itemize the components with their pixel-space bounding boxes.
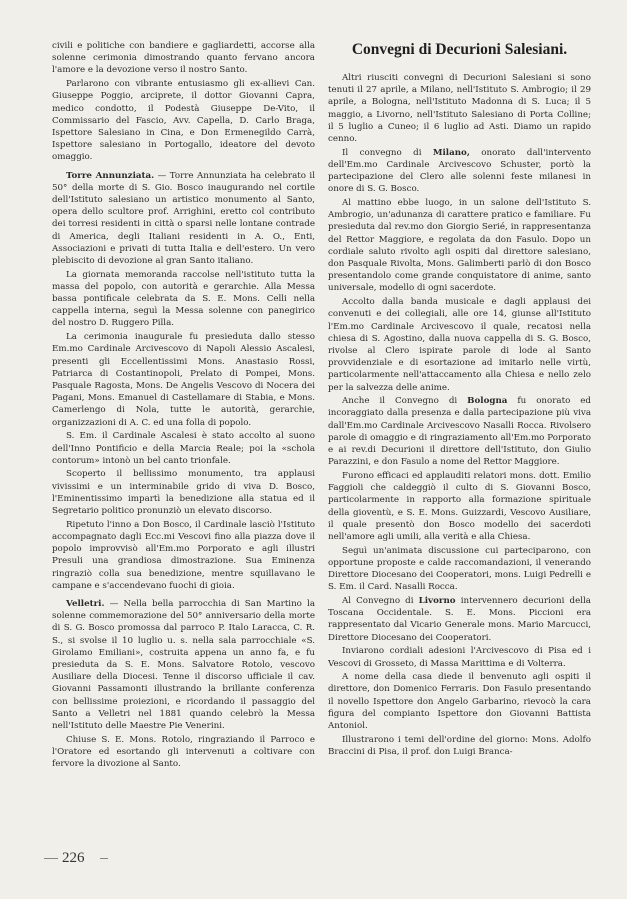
paragraph: Furono efficaci ed applauditi relatori mons. dott. Emilio Faggioli che caldeggiò il culto di S. Giovanni Bosco, particolarmente in rapporto alla formazione spirituale della gioventù, e S. E. Mons. Guizzardi, Vescovo Ausiliare, il quale presentò don Bosco modello dei sacerdoti nell'amore agli umili, alla verità e alla Chiesa. xyxy=(328,471,591,543)
paragraph: Accolto dalla banda musicale e dagli applausi dei convenuti e dei collegiali, alle ore 14, giunse all'Istituto l'Em.mo Cardinale Arcivescovo il quale, recatosi nella chiesa di S. Agostino, dalla nuova cappella di S. G. Bosco, rivolse al Clero ispirate parole di lode al Santo provvidenziale e di esortazione ad imitarlo nelle virtù, particolarmente nell'attaccamento alla Chiesa e nello zelo per la salvezza delle anime. xyxy=(328,297,591,393)
paragraph: Altri riusciti convegni di Decurioni Salesiani si sono tenuti il 27 aprile, a Milano, nell'Istituto S. Ambrogio; il 29 aprile, a Bologna, nell'Istituto Madonna di S. Luca; il 5 maggio, a Livorno, nell'Istituto Salesiano di Porta Colline; il 5 luglio a Cuneo; il 6 luglio ad Asti. Diamo un rapido cenno. xyxy=(328,73,591,145)
paragraph-velletri xyxy=(52,598,315,732)
paragraph-text: — Torre Annunziata ha celebrato il 50° della morte di S. Gio. Bosco inaugurando nel cortile dell'Istituto salesiano un artistico monumento al Santo, opera dello scultore prof. Arrighini, eretto col contributo dei torresi residenti in città o sparsi nelle lontane contrade di America, degli Italiani residenti in A. O., Enti, Associazioni e privati di tutta Italia e dell'estero. Un vero plebiscito di devozione al gran Santo italiano. xyxy=(52,170,315,266)
paragraph: Chiuse S. E. Mons. Rotolo, ringraziando il Parroco e l'Oratore ed esortando gli intervenuti a coltivare con fervore la divozione al Santo. xyxy=(52,734,315,770)
paragraph: Parlarono con vibrante entusiasmo gli ex-allievi Can. Giuseppe Poggio, arciprete, il dottor Giovanni Capra, medico condotto, il Podestà Giuseppe De-Vito, il Commissario del Fascio, Avv. Capella, D. Carlo Braga, Ispettore Salesiano in Cina, e Don Ermenegildo Carrà, Ispettore salesiano in Portogallo, ideatore del devoto omaggio. xyxy=(52,79,315,163)
paragraph-text: fu onorato ed incoraggiato dalla presenza e dalla partecipazione più viva dall'Em.mo Cardinale Arcivescovo Nasalli Rocca. Rivolsero parole di omaggio e di ringraziamento all'Em.mo Porporato e ai rev.di Decurioni il direttore dell'Istituto, don Giulio Parazzini, e don Fasulo a nome del Rettor Maggiore. xyxy=(328,396,591,468)
paragraph: Scoperto il bellissimo monumento, tra applausi vivissimi e un interminabile grido di viva D. Bosco, l'Eminentissimo impartì la benedizione alla statua ed il Segretario politico pronunziò un elevato discorso. xyxy=(52,469,315,517)
page-number: 226 xyxy=(62,850,85,866)
section-heading: Convegni di Decurioni Salesiani. xyxy=(351,41,568,58)
paragraph: La cerimonia inaugurale fu presieduta dallo stesso Em.mo Cardinale Arcivescovo di Napoli Alessio Ascalesi, presenti gli Eccellentissimi Mons. Anastasio Rossi, Patriarca di Costantinopoli, Prelato di Pompei, Mons. Pasquale Ragosta, Mons. De Angelis Vescovo di Nocera dei Pagani, Mons. Emanuel di Castellamare di Stabia, e Mons. Camerlengo di Nola, tutte le autorità, gerarchie, organizzazioni di A. C. ed una folla di popolo. xyxy=(52,332,315,428)
section-keyword: Torre Annunziata. xyxy=(66,170,155,181)
paragraph-torre-annunziata xyxy=(52,170,315,268)
paragraph: Ripetuto l'inno a Don Bosco, il Cardinale lasciò l'Istituto accompagnato dagli Ecc.mi Vescovi fino alla piazza dove il popolo improvvisò all'Em.mo Porporato e agli illustri Presuli una grandiosa dimostrazione. Sua Eminenza ringraziò colla sua benedizione, mentre squillavano le campane e s'accendevano fuochi di gioia. xyxy=(52,519,315,591)
section-keyword: Bologna xyxy=(467,396,508,407)
section-keyword: Livorno xyxy=(418,596,456,607)
paragraph-text: — Nella bella parrocchia di San Martino la solenne commemorazione del 50° anniversario della morte di S. G. Bosco promossa dal parroco P. Italo Laracca, C. R. S., si svolse il 10 luglio u. s. nella sala parrocchiale «S. Girolamo Emiliani», costruita appena un anno fa, e fu presieduta da S. E. Mons. Salvatore Rotolo, vescovo Ausiliare della Diocesi. Tenne il discorso ufficiale il cav. Giovanni Passamonti illustrando la brillante conferenza con bellissime proiezioni, e ricordando il passaggio del Santo a Velletri nel 1881 quando celebrò la Messa nell'Istituto delle Maestre Pie Venerini. xyxy=(52,598,315,731)
paragraph: S. Em. il Cardinale Ascalesi è stato accolto al suono dell'Inno Pontificio e della Marcia Reale; poi la «schola contorum» intonò un bel canto trionfale. xyxy=(52,431,315,466)
paragraph: Inviarono cordiali adesioni l'Arcivescovo di Pisa ed i Vescovi di Grosseto, di Massa Marittima e di Volterra. xyxy=(328,646,591,669)
section-keyword: Milano, xyxy=(432,147,470,158)
decorative-dash xyxy=(44,858,58,859)
paragraph-milano xyxy=(328,147,591,196)
paragraph-text: Il convegno di xyxy=(342,147,433,158)
right-column xyxy=(328,40,591,760)
paragraph-text: Anche il Convegno di xyxy=(342,396,468,407)
paragraph: Illustrarono i temi dell'ordine del giorno: Mons. Adolfo Braccini di Pisa, il prof. don Luigi Branca- xyxy=(328,734,591,757)
left-column xyxy=(52,40,315,772)
paragraph: civili e politiche con bandiere e gagliardetti, accorse alla solenne cerimonia dimostrando quanto fervano ancora l'amore e la devozione verso il nostro Santo. xyxy=(52,41,315,76)
paragraph-text: onorato dall'intervento dell'Em.mo Cardinale Arcivescovo Schuster, portò la partecipazione del Clero alle solenni feste milanesi in onore di S. G. Bosco. xyxy=(328,147,591,195)
paragraph-text: Al Convegno di xyxy=(342,596,419,607)
paragraph: Seguì un'animata discussione cui parteciparono, con opportune proposte e calde raccomandazioni, il venerando Direttore Diocesano dei Cooperatori, mons. Luigi Pedrelli e S. Em. il Card. Nasalli Rocca. xyxy=(328,545,591,593)
paragraph-livorno xyxy=(328,595,591,644)
paragraph-bologna xyxy=(328,395,591,468)
decorative-dash xyxy=(100,858,108,859)
paragraph-text: intervennero decurioni della Toscana Occidentale. S. E. Mons. Piccioni era rappresentato dal Vicario Generale mons. Mario Marcucci, Direttore Diocesano dei Cooperatori. xyxy=(328,596,591,643)
paragraph: Al mattino ebbe luogo, in un salone dell'Istituto S. Ambrogio, un'adunanza di carattere pratico e familiare. Fu presieduta dal rev.mo don Giorgio Serié, in rappresentanza del Rettor Maggiore, e regolata da don Fasulo. Dopo un cordiale saluto rivolto agli ospiti dal direttore salesiano, don Pasquale Rivolta, Mons. Galimberti parlò di don Bosco presentandolo come grande conquistatore di anime, santo universale, modello di ogni sacerdote. xyxy=(328,198,591,294)
section-keyword: Velletri. xyxy=(66,598,105,609)
paragraph: La giornata memoranda raccolse nell'istituto tutta la massa del popolo, con autorità e gerarchie. Alla Messa bassa pontificale celebrata da S. E. Mons. Celli nella cappella interna, seguì la Messa solenne con panegirico del nostro D. Ruggero Pilla. xyxy=(52,269,315,329)
paragraph: A nome della casa diede il benvenuto agli ospiti il direttore, don Domenico Ferraris. Don Fasulo presentando il novello Ispettore don Angelo Garbarino, rievocò la cara figura del compianto Ispettore don Giovanni Battista Antoniol. xyxy=(328,672,591,732)
